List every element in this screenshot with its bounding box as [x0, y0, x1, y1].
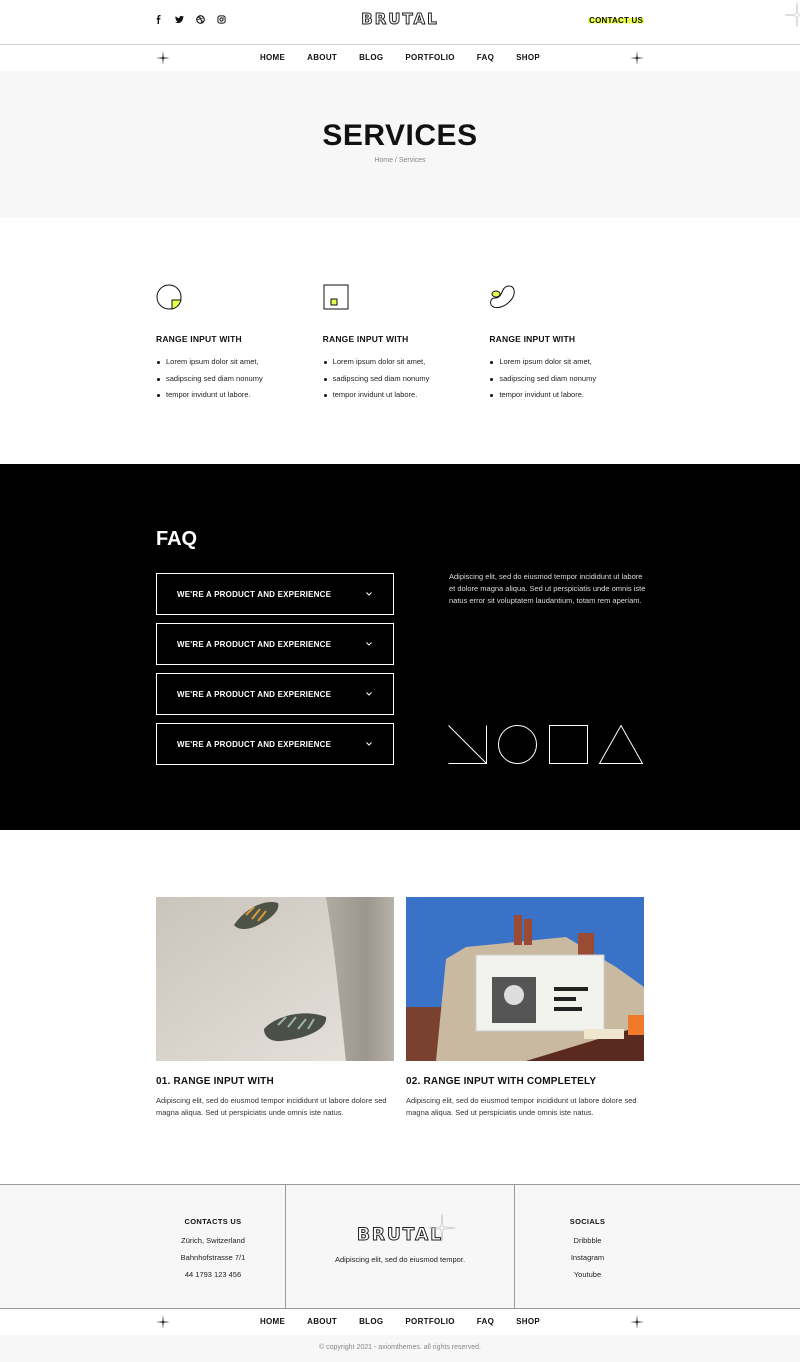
logo[interactable]	[0, 10, 800, 29]
post-image-snow-sneakers[interactable]	[156, 897, 394, 1061]
list-item: Lorem ipsum dolor sit amet,	[489, 354, 656, 371]
footer-socials-title: SOCIALS	[569, 1217, 606, 1226]
footer-logo[interactable]	[357, 1225, 443, 1245]
footer-logo-text: BRUTAL	[356, 1225, 444, 1245]
footer-tagline: Adipiscing elit, sed do eiusmod tempor.	[334, 1255, 466, 1264]
service-card	[323, 284, 490, 404]
contact-address-street: Bahnhofstrasse 7/1	[180, 1253, 246, 1262]
list-item: tempor invidunt ut labore.	[156, 387, 323, 404]
chevron-down-icon	[365, 690, 373, 698]
post-image-billboard[interactable]	[406, 897, 644, 1061]
square-shape-icon	[550, 726, 588, 764]
list-item: sadipscing sed diam nonumy	[489, 371, 656, 388]
footer-nav-shop[interactable]: SHOP	[516, 1317, 541, 1326]
copyright: © copyright 2021 - axiomthemes. all rights reserved.	[0, 1335, 800, 1362]
nav-faq[interactable]: FAQ	[476, 53, 495, 62]
square-icon	[323, 284, 349, 310]
footer	[0, 1184, 800, 1308]
footer-nav-faq[interactable]: FAQ	[476, 1317, 495, 1326]
service-card	[156, 284, 323, 404]
contact-address-city: Zürich, Switzerland	[181, 1236, 245, 1245]
blob-icon	[489, 284, 515, 310]
footer-nav-portfolio[interactable]: PORTFOLIO	[405, 1317, 455, 1326]
contact-us-button[interactable]: CONTACT US	[589, 16, 643, 25]
footer-link-instagram[interactable]: Instagram	[570, 1253, 605, 1262]
footer-link-dribbble[interactable]: Dribbble	[573, 1236, 602, 1245]
footer-nav	[0, 1308, 800, 1336]
footer-nav-about[interactable]: ABOUT	[307, 1317, 338, 1326]
faq-accordion-item[interactable]	[156, 723, 394, 765]
list-item: tempor invidunt ut labore.	[489, 387, 656, 404]
faq-question: WE'RE A PRODUCT AND EXPERIENCE	[177, 690, 332, 699]
header	[0, 0, 800, 44]
circle-quarter-icon	[156, 284, 182, 310]
list-item: sadipscing sed diam nonumy	[156, 371, 323, 388]
breadcrumb[interactable]: Home / Services	[374, 157, 426, 164]
service-title: RANGE INPUT WITH	[156, 334, 242, 344]
faq-title: FAQ	[156, 528, 198, 550]
nav-shop[interactable]: SHOP	[516, 53, 541, 62]
sparkle-icon	[630, 1315, 644, 1329]
footer-contacts-title: CONTACTS US	[184, 1217, 242, 1226]
faq-question: WE'RE A PRODUCT AND EXPERIENCE	[177, 740, 332, 749]
nav-portfolio[interactable]: PORTFOLIO	[405, 53, 455, 62]
contact-phone[interactable]: 44 1793 123 456	[184, 1270, 242, 1279]
page-title: SERVICES	[322, 119, 478, 152]
list-item: Lorem ipsum dolor sit amet,	[156, 354, 323, 371]
sparkle-icon	[630, 51, 644, 65]
faq-accordion-item[interactable]	[156, 673, 394, 715]
faq-section	[0, 464, 800, 830]
footer-link-youtube[interactable]: Youtube	[573, 1270, 602, 1279]
faq-accordion-item[interactable]	[156, 573, 394, 615]
nav-home[interactable]: HOME	[259, 53, 286, 62]
service-title: RANGE INPUT WITH	[322, 334, 409, 344]
footer-contacts	[130, 1185, 296, 1309]
services-list	[156, 284, 656, 404]
footer-socials	[515, 1185, 660, 1309]
nav-about[interactable]: ABOUT	[307, 53, 338, 62]
footer-nav-blog[interactable]: BLOG	[359, 1317, 384, 1326]
list-item: Lorem ipsum dolor sit amet,	[323, 354, 490, 371]
service-card	[489, 284, 656, 404]
service-title: RANGE INPUT WITH	[489, 334, 576, 344]
list-item: sadipscing sed diam nonumy	[323, 371, 490, 388]
geometric-shapes	[448, 725, 644, 765]
faq-question: WE'RE A PRODUCT AND EXPERIENCE	[177, 590, 332, 599]
blog-post-card[interactable]	[156, 897, 394, 1119]
nav-blog[interactable]: BLOG	[359, 53, 384, 62]
page-hero	[0, 71, 800, 218]
arrow-shape-icon	[449, 726, 487, 764]
post-excerpt: Adipiscing elit, sed do eiusmod tempor incididunt ut labore dolore sed magna aliqua. Sed ut perspiciatis unde omnis iste natus.	[156, 1096, 387, 1117]
footer-nav-home[interactable]: HOME	[259, 1317, 286, 1326]
post-title[interactable]: 01. RANGE INPUT WITH	[156, 1076, 274, 1087]
triangle-shape-icon	[600, 726, 643, 764]
blog-post-card[interactable]	[406, 897, 644, 1119]
chevron-down-icon	[365, 590, 373, 598]
faq-description: Adipiscing elit, sed do eiusmod tempor incididunt ut labore et dolore magna aliqua. Sed ut perspiciatis unde omnis iste natus error sit voluptatem laudantium, totam rem aperiam.	[449, 572, 646, 605]
chevron-down-icon	[365, 640, 373, 648]
chevron-down-icon	[365, 740, 373, 748]
logo-text: BRUTAL	[361, 10, 439, 28]
sparkle-icon	[427, 1213, 457, 1243]
post-excerpt: Adipiscing elit, sed do eiusmod tempor incididunt ut labore dolore sed magna aliqua. Sed ut perspiciatis unde omnis iste natus.	[406, 1096, 637, 1117]
faq-question: WE'RE A PRODUCT AND EXPERIENCE	[177, 640, 332, 649]
post-title[interactable]: 02. RANGE INPUT WITH COMPLETELY	[406, 1076, 597, 1087]
faq-accordion-item[interactable]	[156, 623, 394, 665]
sparkle-icon	[784, 2, 800, 28]
main-nav	[0, 44, 800, 72]
list-item: tempor invidunt ut labore.	[323, 387, 490, 404]
footer-brand	[286, 1185, 514, 1309]
circle-shape-icon	[499, 726, 537, 764]
